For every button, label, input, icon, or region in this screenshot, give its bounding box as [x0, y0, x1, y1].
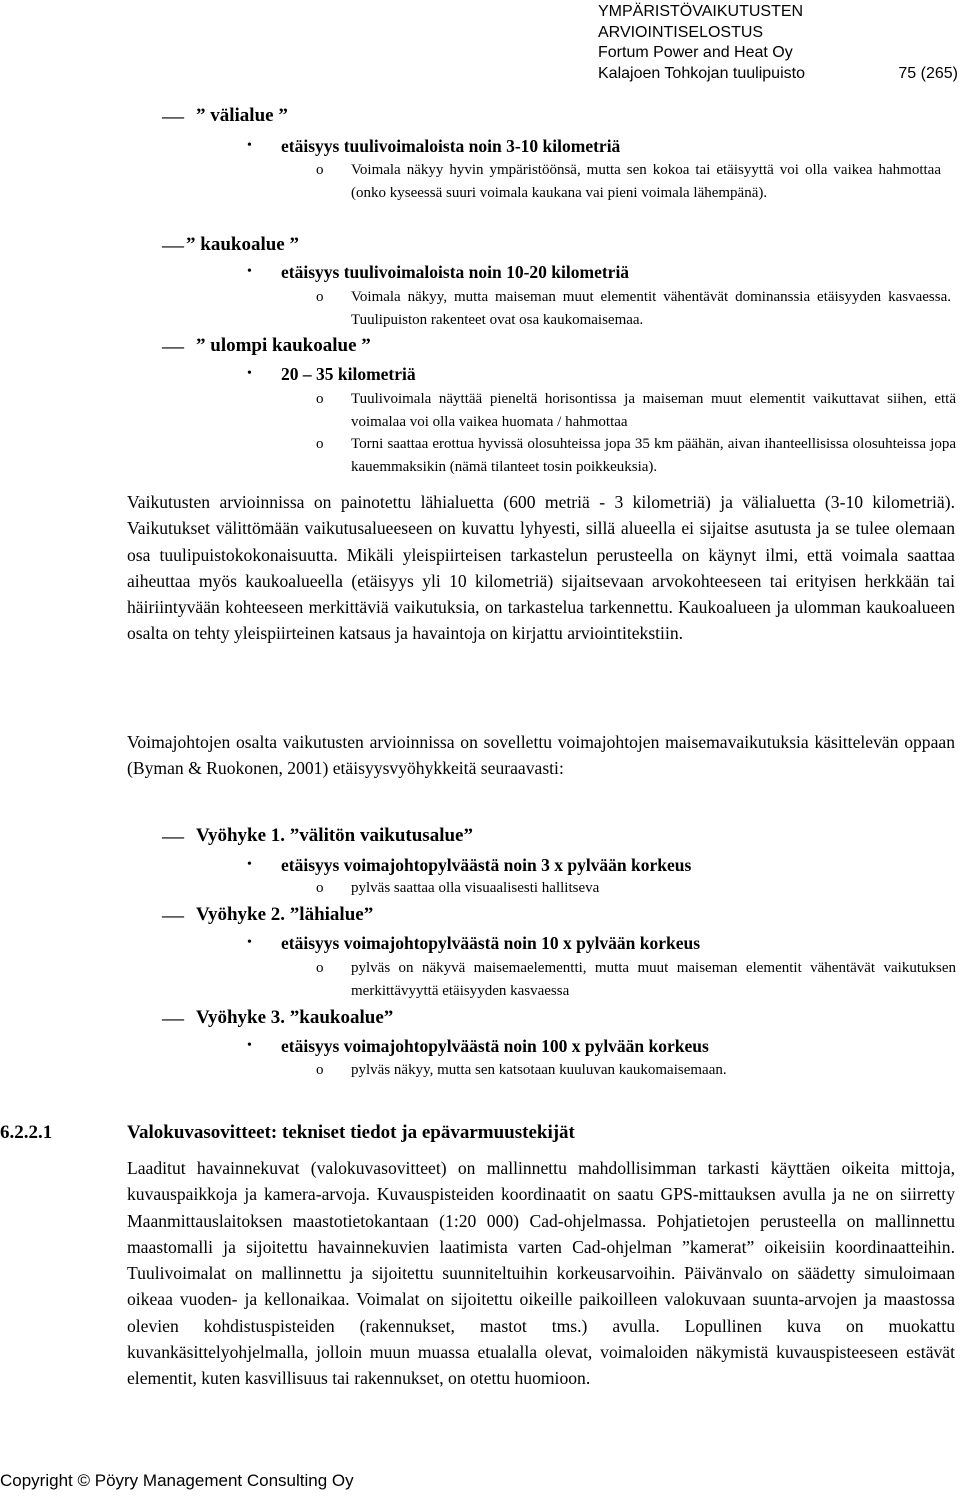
page-header [598, 2, 958, 84]
dash-marker: — [162, 902, 184, 927]
zone-desc-kaukoalue: Voimala näkyy, mutta maiseman muut elementit vähentävät dominanssia etäisyyden kasvaessa. Tuulipuiston rakenteet ovat osa kaukomaisemaa. [351, 289, 951, 328]
zone-title-valialue: ” välialue ” [196, 105, 288, 126]
sub-marker: o [316, 289, 324, 305]
powerline-zone-3-desc: pylväs näkyy, mutta sen katsotaan kuuluvan kaukomaisemaan. [351, 1062, 727, 1078]
sub-marker: o [316, 1062, 324, 1078]
powerline-zone-3-title: Vyöhyke 3. ”kaukoalue” [196, 1007, 394, 1028]
powerline-zone-1-desc: pylväs saattaa olla visuaalisesti hallitseva [351, 880, 600, 896]
zone-distance-ulompi-kaukoalue: 20 – 35 kilometriä [281, 364, 416, 384]
powerline-zone-2-desc: pylväs on näkyvä maisemaelementti, mutta muut maiseman elementit vähentävät vaikutuksen merkittävyyttä etäisyyden kasvaessa [351, 960, 956, 999]
sub-marker: o [316, 162, 324, 178]
powerline-zone-1-distance: etäisyys voimajohtopylväästä noin 3 x pylvään korkeus [281, 855, 692, 875]
section-title: Valokuvasovitteet: tekniset tiedot ja epävarmuustekijät [127, 1122, 575, 1143]
zone-title-ulompi-kaukoalue: ” ulompi kaukoalue ” [196, 335, 371, 356]
paragraph-powerline-zones: Voimajohtojen osalta vaikutusten arvioinnissa on sovellettu voimajohtojen maisemavaikutuksia käsittelevän oppaan (Byman & Ruokonen, 2001) etäisyysvyöhykkeitä seuraavasti: [127, 732, 955, 779]
powerline-zone-3-distance: etäisyys voimajohtopylväästä noin 100 x pylvään korkeus [281, 1036, 709, 1056]
report-type-line2: ARVIOINTISELOSTUS [598, 23, 764, 41]
bullet-marker: • [247, 1038, 252, 1053]
zone-desc-valialue: Voimala näkyy hyvin ympäristöönsä, mutta sen kokoa tai etäisyyttä voi olla vaikea hahmottaa (onko kyseessä suuri voimala kaukana vai pieni voimala lähempänä). [351, 162, 941, 201]
project-name: Kalajoen Tohkojan tuulipuisto [598, 64, 805, 82]
zone-title-kaukoalue: ” kaukoalue ” [186, 234, 299, 255]
dash-marker: — [162, 823, 184, 848]
zone-distance-kaukoalue: etäisyys tuulivoimaloista noin 10-20 kilometriä [281, 262, 630, 282]
powerline-zone-2-distance: etäisyys voimajohtopylväästä noin 10 x pylvään korkeus [281, 933, 701, 953]
page-number: 75 (265) [898, 64, 958, 82]
copyright-footer: Copyright © Pöyry Management Consulting Oy [0, 1471, 354, 1490]
sub-marker: o [316, 436, 324, 452]
report-type-line1: YMPÄRISTÖVAIKUTUSTEN [598, 3, 804, 20]
bullet-marker: • [247, 935, 252, 950]
section-number: 6.2.2.1 [0, 1122, 53, 1143]
zone-distance-valialue: etäisyys tuulivoimaloista noin 3-10 kilometriä [281, 136, 621, 156]
dash-marker: — [162, 103, 184, 128]
bullet-marker: • [247, 138, 252, 153]
powerline-zone-1-title: Vyöhyke 1. ”välitön vaikutusalue” [196, 825, 473, 846]
sub-marker: o [316, 960, 324, 976]
sub-marker: o [316, 880, 324, 896]
sub-marker: o [316, 391, 324, 407]
section-body: Laaditut havainnekuvat (valokuvasovitteet) on mallinnettu mahdollisimman tarkasti käyttäen oikeita mittoja, kuvauspaikkoja ja kamera-arvoja. Kuvauspisteiden koordinaatit on saatu GPS-mittauksen avulla ja ne on siirretty Maanmittauslaitoksen maastotietokantaan (1:20 000) Cad-ohjelmassa. Pohjatietojen perusteella on mallinnettu maastomalli ja sijoitettu havainnekuvien laatimista varten Cad-ohjelman ”kamerat” oikeisiin koordinaatteihin. Tuulivoimalat on mallinnettu ja sijoitettu suunniteltuihin korkeusarvoihin. Päivänvalo on säädetty simuloimaan oikeaa vuoden- ja kellonaikaa. Voimalat on sijoitettu oikeille paikoilleen valokuvaan suunta-arvojen ja maastossa olevien kohdistuspisteiden (rakennukset, mastot tms.) avulla. Lopullinen kuva on muokattu kuvankäsittelyohjelmalla, jolloin muun muassa etualalla olevat, voimaloiden näkymistä kuvauspisteeseen estävät elementit, kuten kasvillisuus tai rakennukset, on otettu huomioon. [127, 1158, 955, 1389]
powerline-zone-2-title: Vyöhyke 2. ”lähialue” [196, 904, 374, 925]
bullet-marker: • [247, 366, 252, 381]
paragraph-assessment-focus: Vaikutusten arvioinnissa on painotettu lähialuetta (600 metriä - 3 kilometriä) ja välialuetta (3-10 kilometriä). Vaikutukset välittömään vaikutusalueeseen on kuvattu lyhyesti, sillä alueella ei sijaitse asutusta ja se tulee olemaan osa tuulipuistokokonaisuutta. Mikäli yleispiirteisen tarkastelun perusteella on käynyt ilmi, että voimala saattaa aiheuttaa myös kaukoalueella (etäisyys yli 10 kilometriä) sijaitsevaan arvokohteeseen tai erityisen herkkään tai häiriintyvään kohteeseen merkittäviä vaikutuksia, on tarkastelua tarkennettu. Kaukoalueen ja ulomman kaukoalueen osalta on tehty yleispiirteinen katsaus ja havaintoja on kirjattu arviointitekstiin. [127, 492, 955, 644]
bullet-marker: • [247, 264, 252, 279]
dash-marker: — [162, 232, 184, 257]
dash-marker: — [162, 1005, 184, 1030]
zone-desc-ulompi-1: Tuulivoimala näyttää pieneltä horisontissa ja maiseman muut elementit vaikuttavat siihen, että voimalaa voi olla vaikea huomata / hahmottaa [351, 391, 956, 430]
zone-desc-ulompi-2: Torni saattaa erottua hyvissä olosuhteissa jopa 35 km päähän, aivan ihanteellisissa olosuhteissa jopa kauemmaksikin (nämä tilanteet tosin poikkeuksia). [351, 436, 956, 475]
dash-marker: — [162, 333, 184, 358]
bullet-marker: • [247, 857, 252, 872]
company-name: Fortum Power and Heat Oy [598, 44, 793, 61]
